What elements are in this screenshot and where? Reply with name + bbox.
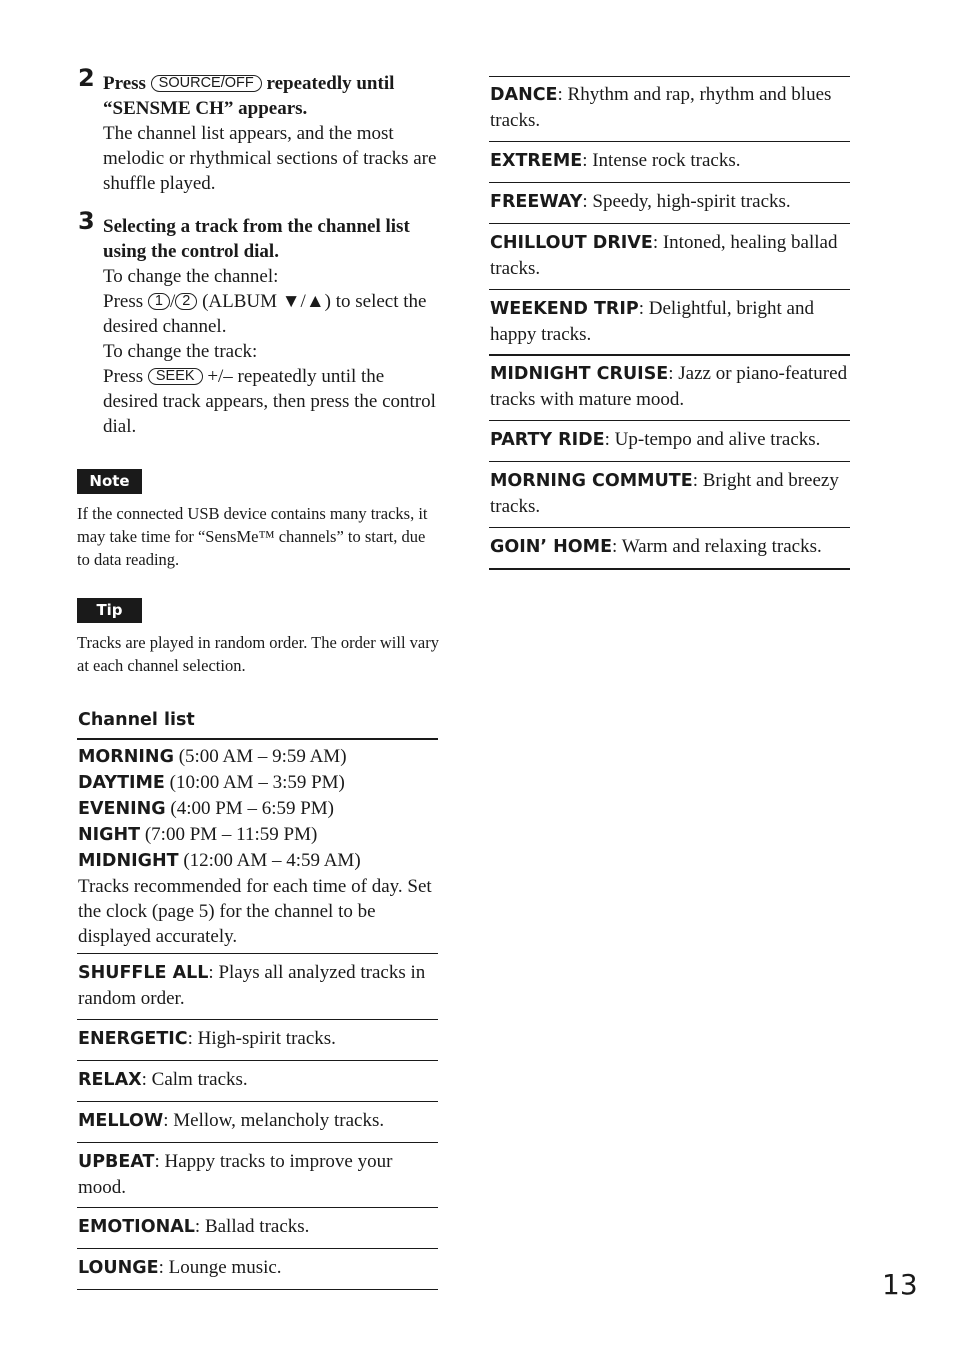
divider [77, 953, 438, 954]
channel-time: (12:00 AM – 4:59 AM) [178, 850, 361, 871]
divider [489, 289, 850, 290]
change-track-instruction [103, 364, 440, 439]
change-channel-instruction [103, 289, 440, 339]
channel-entry [78, 1067, 438, 1093]
divider [489, 568, 850, 570]
channel-description: : Mellow, melancholy tracks. [163, 1110, 385, 1131]
channel-name: MIDNIGHT CRUISE [490, 364, 669, 384]
channel-list-title: Channel list [78, 710, 195, 730]
divider [489, 354, 850, 356]
step-body-text: The channel list appears, and the most melodic or rhythmical sections of tracks are shuffle played. [103, 123, 437, 194]
channel-entry [490, 230, 850, 281]
channel-description: : Jazz or piano-featured tracks with mature mood. [490, 363, 848, 410]
channel-entry [78, 960, 438, 1011]
channel-entry [78, 1026, 438, 1052]
divider [77, 1101, 438, 1102]
channel-description: : High-spirit tracks. [187, 1028, 336, 1049]
channel-name: LOUNGE [78, 1258, 159, 1278]
channel-name: SHUFFLE ALL [78, 963, 209, 983]
divider [77, 1142, 438, 1143]
channel-name: MORNING [78, 747, 174, 767]
instruction-text: Press [103, 366, 148, 387]
key-1: 1 [148, 293, 170, 310]
channel-entry [78, 1214, 438, 1240]
step-heading-text: repeatedly until “SENSME CH” appears. [103, 73, 395, 119]
tip-label: Tip [77, 598, 142, 623]
channel-description: : Warm and relaxing tracks. [612, 536, 822, 557]
channel-time: (5:00 AM – 9:59 AM) [173, 746, 347, 767]
divider [77, 1248, 438, 1249]
step-number: 2 [78, 64, 95, 92]
divider [489, 141, 850, 142]
channel-name: EMOTIONAL [78, 1217, 195, 1237]
channel-description: : Ballad tracks. [194, 1216, 310, 1237]
channel-description: : Delightful, bright and happy tracks. [490, 298, 814, 345]
channel-name: MIDNIGHT [78, 851, 179, 871]
step-heading-text: Press [103, 73, 151, 94]
channel-entry [490, 534, 850, 560]
channel-name: MORNING COMMUTE [490, 471, 693, 491]
step-3 [78, 207, 440, 439]
instruction-text: Press [103, 291, 148, 312]
channel-name: GOIN’ HOME [490, 537, 613, 557]
time-channel-item [78, 822, 438, 848]
channel-description: : Intense rock tracks. [582, 150, 741, 171]
channel-entry [78, 1108, 438, 1134]
time-channels-block [78, 744, 438, 949]
channel-entry [78, 1255, 438, 1281]
channel-time: (7:00 PM – 11:59 PM) [140, 824, 318, 845]
channel-description: : Up-tempo and alive tracks. [604, 429, 821, 450]
tip-text: Tracks are played in random order. The order will vary at each channel selection. [77, 633, 439, 675]
channel-entry [490, 468, 850, 519]
channel-name: ENERGETIC [78, 1029, 188, 1049]
channel-name: MELLOW [78, 1111, 164, 1131]
channel-time: (4:00 PM – 6:59 PM) [165, 798, 335, 819]
divider [489, 461, 850, 462]
channel-description: : Rhythm and rap, rhythm and blues tracks. [490, 84, 832, 131]
time-channel-item [78, 848, 438, 874]
channel-entry [78, 1149, 438, 1200]
divider [489, 420, 850, 421]
channel-description: : Happy tracks to improve your mood. [78, 1151, 393, 1198]
channel-entry [490, 148, 850, 174]
divider [77, 1207, 438, 1208]
channel-entry [490, 189, 850, 215]
time-channels-description: Tracks recommended for each time of day. Set the clock (page 5) for the channel to be displayed accurately. [78, 876, 432, 947]
channel-description: : Calm tracks. [141, 1069, 248, 1090]
time-channel-item [78, 744, 438, 770]
channel-name: EXTREME [490, 151, 583, 171]
seek-key: SEEK [148, 368, 203, 385]
channel-name: WEEKEND TRIP [490, 299, 639, 319]
channel-name: CHILLOUT DRIVE [490, 233, 653, 253]
channel-name: UPBEAT [78, 1152, 155, 1172]
key-2: 2 [175, 293, 197, 310]
channel-entry [490, 296, 850, 347]
note-text: If the connected USB device contains many tracks, it may take time for “SensMe™ channels” to start, due to data reading. [77, 504, 428, 569]
divider [77, 1289, 438, 1290]
channel-name: RELAX [78, 1070, 142, 1090]
instruction-text: / [169, 291, 176, 312]
note-label: Note [77, 469, 142, 494]
time-channel-item [78, 770, 438, 796]
channel-name: NIGHT [78, 825, 141, 845]
divider [77, 1019, 438, 1020]
divider [489, 182, 850, 183]
source-off-key: SOURCE/OFF [151, 75, 262, 92]
channel-name: DANCE [490, 85, 558, 105]
channel-description: : Intoned, healing ballad tracks. [490, 232, 838, 279]
channel-description: : Lounge music. [158, 1257, 282, 1278]
channel-description: : Bright and breezy tracks. [490, 470, 839, 517]
channel-name: EVENING [78, 799, 166, 819]
step-2 [78, 64, 440, 196]
page-number: 13 [882, 1268, 918, 1301]
channel-description: : Speedy, high-spirit tracks. [582, 191, 791, 212]
instruction-text: (ALBUM ▼/▲) to select the desired channel. [103, 291, 427, 337]
step-heading: Selecting a track from the channel list using the control dial. [103, 216, 410, 262]
channel-time: (10:00 AM – 3:59 PM) [164, 772, 345, 793]
channel-description: : Plays all analyzed tracks in random order. [78, 962, 426, 1009]
channel-name: DAYTIME [78, 773, 165, 793]
step-number: 3 [78, 207, 95, 235]
instruction-text: +/– repeatedly until the desired track appears, then press the control dial. [103, 366, 436, 437]
divider [489, 527, 850, 528]
channel-entry [490, 82, 850, 133]
divider [489, 76, 850, 77]
step-heading [103, 71, 440, 121]
channel-name: PARTY RIDE [490, 430, 605, 450]
divider [77, 738, 438, 740]
channel-name: FREEWAY [490, 192, 583, 212]
change-channel-label: To change the channel: [103, 266, 279, 287]
channel-entry [490, 361, 850, 412]
time-channel-item [78, 796, 438, 822]
change-track-label: To change the track: [103, 341, 258, 362]
divider [489, 223, 850, 224]
divider [77, 1060, 438, 1061]
channel-entry [490, 427, 850, 453]
